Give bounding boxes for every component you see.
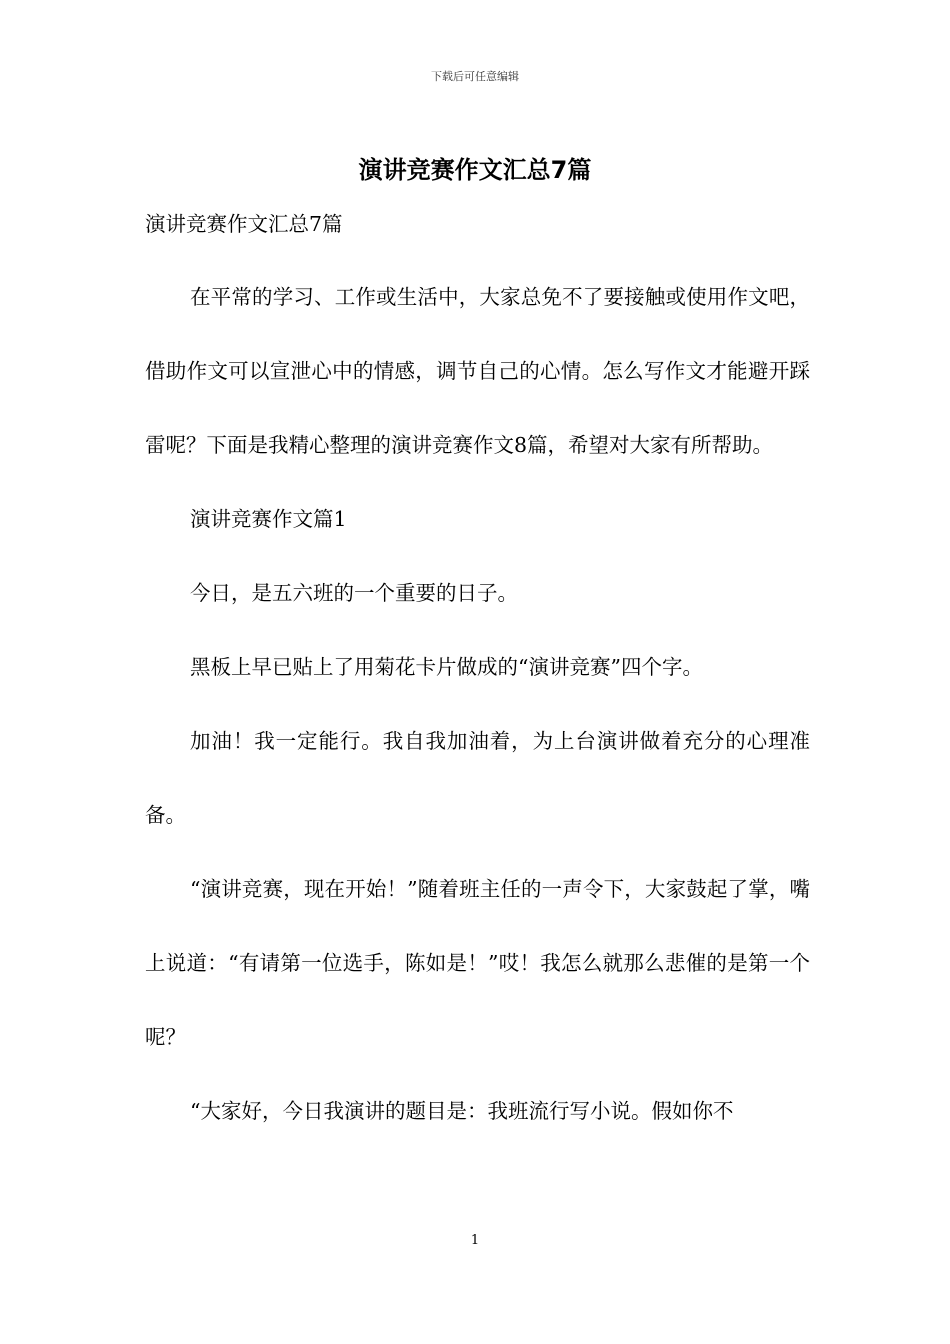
paragraph-section-heading: 演讲竞赛作文篇1 [190, 507, 347, 531]
paragraph: 黑板上早已贴上了用菊花卡片做成的“演讲竞赛”四个字。 [190, 655, 703, 679]
paragraph-subtitle: 演讲竞赛作文汇总7篇 [145, 212, 343, 236]
paragraph: “大家好，今日我演讲的题目是：我班流行写小说。假如你不 [190, 1099, 734, 1123]
paragraph-intro: 在平常的学习、工作或生活中，大家总免不了要接触或使用作文吧，借助作文可以宣泄心中的情感，调节自己的心情。怎么写作文才能避开踩雷呢？下面是我精心整理的演讲竞赛作文8篇，希望对大家有所帮助。 [145, 285, 810, 457]
paragraph: 加油！我一定能行。我自我加油着，为上台演讲做着充分的心理准备。 [145, 729, 810, 827]
document-title: 演讲竞赛作文汇总7篇 [358, 156, 592, 184]
paragraph: 今日，是五六班的一个重要的日子。 [190, 581, 518, 605]
page-number: 1 [470, 1233, 480, 1248]
document-body [145, 200, 810, 1148]
paragraph: “演讲竞赛，现在开始！”随着班主任的一声令下，大家鼓起了掌，嘴上说道：“有请第一位选手，陈如是！”哎！我怎么就那么悲催的是第一个呢？ [145, 877, 810, 1049]
header-note: 下载后可任意编辑 [431, 70, 519, 83]
